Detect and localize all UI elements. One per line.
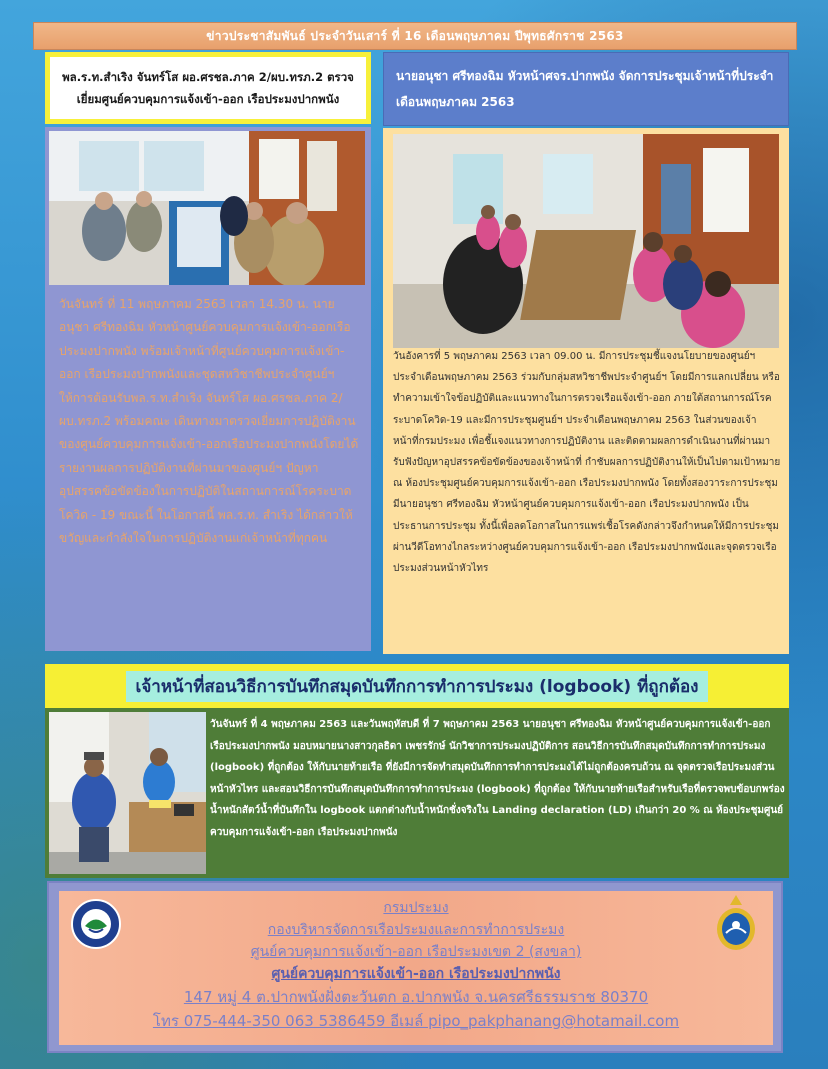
logbook-panel [45,708,789,878]
footer-inner [59,891,773,1045]
logbook-body: วันจันทร์ ที่ 4 พฤษภาคม 2563 และวันพฤหัสบดี ที่ 7 พฤษภาคม 2563 นายอนุชา ศรีทองฉิม หัวหน้าศูนย์ควบคุมการแจ้งเข้า-ออก เรือประมงปากพนัง มอบหมายนางสาวกุลธิดา เพชรรักษ์ นักวิชาการประมงปฏิบัติการ สอนวิธีการบันทึกสมุดบันทึกการทำการประมง (logbook) ที่ถูกต้อง ให้กับนายท้ายเรือ ที่ยังมีการจัดทำสมุดบันทึกการทำการประมงได้ไม่ถูกต้องครบถ้วน ณ จุดตรวจเรือประมงส่วนหน้าหัวไทร และสอนวิธีการบันทึกสมุดบันทึกการทำการประมง (logbook) ที่ถูกต้อง ให้กับนายท้ายเรือสำหรับเรือที่ตรวจพบข้อบกพร่องน้ำหนักสัตว์น้ำที่บันทึกใน logbook แตกต่างกับน้ำหนักชั่งจริงใน Landing declaration (LD) เกินกว่า 20 % ณ ห้องประชุมศูนย์ควบคุมการแจ้งเข้า-ออก เรือประมงปากพนัง [210,719,785,838]
staff-meeting-photo [393,134,779,348]
left-story-panel [45,127,371,651]
footer-address-lines [59,897,773,1033]
footer-department: กรมประมง [383,900,449,916]
logbook-title: เจ้าหน้าที่สอนวิธีการบันทึกสมุดบันทึกการทำการประมง (logbook) ที่ถูกต้อง [126,671,709,702]
logbook-title-bar [45,664,789,708]
footer-contact-box [47,881,783,1053]
left-story-headline: พล.ร.ท.สำเริง จันทร์โส ผอ.ศรชล.ภาค 2/ผบ.ทรภ.2 ตรวจเยี่ยมศูนย์ควบคุมการแจ้งเข้า-ออก เรือประมงปากพนัง [45,52,371,124]
right-story-headline: นายอนุชา ศรีทองฉิม หัวหน้าศจร.ปากพนัง จัดการประชุมเจ้าหน้าที่ประจำเดือนพฤษภาคม 2563 [383,52,789,126]
newsletter-banner: ข่าวประชาสัมพันธ์ ประจำวันเสาร์ ที่ 16 เดือนพฤษภาคม ปีพุทธศักราช 2563 [33,22,797,50]
footer-division: กองบริหารจัดการเรือประมงและการทำการประมง [267,922,565,938]
right-story-body: วันอังคารที่ 5 พฤษภาคม 2563 เวลา 09.00 น. มีการประชุมชี้แจงนโยบายของศูนย์ฯ ประจำเดือนพฤษภาคม 2563 ร่วมกับกลุ่มสหวิชาชีพประจำศูนย์ฯ โดยมีการแลกเปลี่ยน หรือ ทำความเข้าใจข้อปฏิบัติและแนวทางในการตรวจเรือแจ้งเข้า-ออก ภายใต้สถานการณ์โรคระบาดโควิด-19 และมีการประชุมศูนย์ฯ ประจำเดือนพฤษภาคม 2563 ในส่วนของเจ้าหน้าที่กรมประมง เพื่อชี้แจงแนวทางการปฏิบัติงาน และติดตามผลการดำเนินงานที่ผ่านมา รับฟังปัญหาอุปสรรคข้อขัดข้องของเจ้าหน้าที่ กำชับผลการปฏิบัติงานให้เป็นไปตามเป้าหมาย ณ ห้องประชุมศูนย์ควบคุมการแจ้งเข้า-ออก เรือประมงปากพนัง โดยทั้งสองวาระการประชุมมีนายอนุชา ศรีทองฉิม หัวหน้าศูนย์ควบคุมการแจ้งเข้า-ออก เรือประมงปากพนัง เป็นประธานการประชุม ทั้งนี้เพื่อลดโอกาสในการแพร่เชื้อโรคดังกล่าวจึงกำหนดให้มีการประชุมผ่านวีดีโอทางไกลระหว่างศูนย์ควบคุมการแจ้งเข้า-ออก เรือประมงปากพนังและจุดตรวจเรือประมงส่วนหน้าหัวไทร [393,351,781,575]
footer-phone-email[interactable]: โทร 075-444-350 063 5386459 อีเมล์ pipo_pakphanang@hotamail.com [152,1012,680,1030]
inspection-meeting-photo [49,131,365,285]
footer-address: 147 หมู่ 4 ต.ปากพนังฝั่งตะวันตก อ.ปากพนัง จ.นครศรีธรรมราช 80370 [183,988,649,1006]
logbook-training-photo [49,712,206,874]
left-story-body: วันจันทร์ ที่ 11 พฤษภาคม 2563 เวลา 14.30 น. นายอนุชา ศรีทองฉิม หัวหน้าศูนย์ควบคุมการแจ้งเข้า-ออกเรือประมงปากพนัง พร้อมเจ้าหน้าที่ศูนย์ควบคุมการแจ้งเข้า-ออก เรือประมงปากพนังและชุดสหวิชาชีพประจำศูนย์ฯ ให้การต้อนรับพล.ร.ท.สำเริง จันทร์โส ผอ.ศรชล.ภาค 2/ผบ.ทรภ.2 พร้อมคณะ เดินทางมาตรวจเยี่ยมการปฏิบัติงานของศูนย์ควบคุมการแจ้งเข้า-ออกเรือประมงปากพนังโดยได้รายงานผลการปฏิบัติงานที่ผ่านมาของศูนย์ฯ ปัญหาอุปสรรคข้อขัดข้องในการปฏิบัติในสถานการณ์โรคระบาดโควิด - 19 ขณะนี้ ในโอกาสนี้ พล.ร.ท. สำเริง ได้กล่าวให้ขวัญและกำลังใจในการปฏิบัติงานแก่เจ้าหน้าที่ทุกคน [59,297,359,546]
footer-local-center: ศูนย์ควบคุมการแจ้งเข้า-ออก เรือประมงปากพนัง [271,966,561,982]
right-story-panel [383,128,789,654]
footer-regional-center: ศูนย์ควบคุมการแจ้งเข้า-ออก เรือประมงเขต 2 (สงขลา) [250,944,582,960]
